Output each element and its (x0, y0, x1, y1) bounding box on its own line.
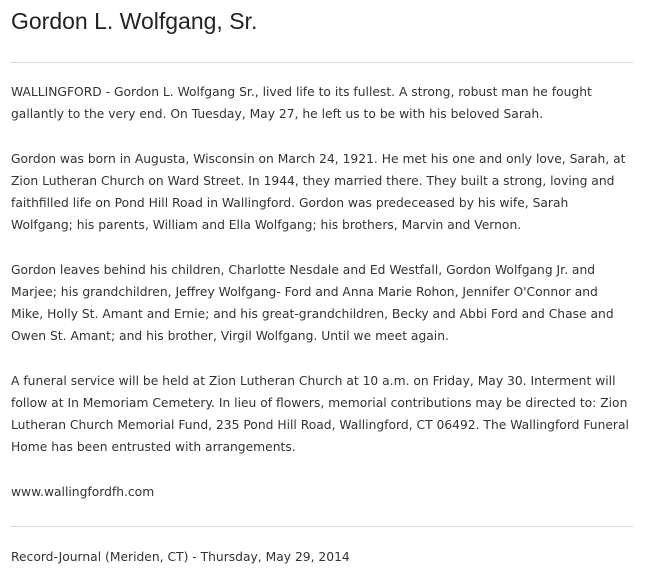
top-divider (11, 62, 633, 63)
website-paragraph (11, 481, 633, 503)
paragraph-services: A funeral service will be held at Zion Lutheran Church at 10 a.m. on Friday, May 30. Interment will follow at In Memoriam Cemetery. In lieu of flowers, memorial contributions may be directed to: Zion Lutheran Church Memorial Fund, 235 Pond Hill Road, Wallingford, CT 06492. The Wallingford Funeral Home has been entrusted with arrangements. (11, 373, 629, 455)
paragraph-biography: Gordon was born in Augusta, Wisconsin on March 24, 1921. He met his one and only love, Sarah, at Zion Lutheran Church on Ward Street. In 1944, they married there. They built a strong, loving and faithfilled life on Pond Hill Road in Wallingford. Gordon was predeceased by his wife, Sarah Wolfgang; his parents, William and Ella Wolfgang; his brothers, Marvin and Vernon. (11, 151, 626, 233)
paragraph-intro: WALLINGFORD - Gordon L. Wolfgang Sr., lived life to its fullest. A strong, robust man he fought gallantly to the very end. On Tuesday, May 27, he left us to be with his beloved Sarah. (11, 85, 592, 122)
website-link[interactable]: www.wallingfordfh.com (11, 484, 155, 499)
obituary-body (11, 81, 633, 525)
publication-source: Record-Journal (Meriden, CT) - Thursday, May 29, 2014 (11, 550, 350, 564)
bottom-divider (11, 526, 633, 527)
paragraph-survivors: Gordon leaves behind his children, Charlotte Nesdale and Ed Westfall, Gordon Wolfgang Jr. and Marjee; his grandchildren, Jeffrey Wolfgang- Ford and Anna Marie Rohon, Jennifer O'Connor and Mike, Holly St. Amant and Ernie; and his great-grandchildren, Becky and Abbi Ford and Chase and Owen St. Amant; and his brother, Virgil Wolfgang. Until we meet again. (11, 262, 614, 344)
obituary-title: Gordon L. Wolfgang, Sr. (11, 8, 258, 34)
